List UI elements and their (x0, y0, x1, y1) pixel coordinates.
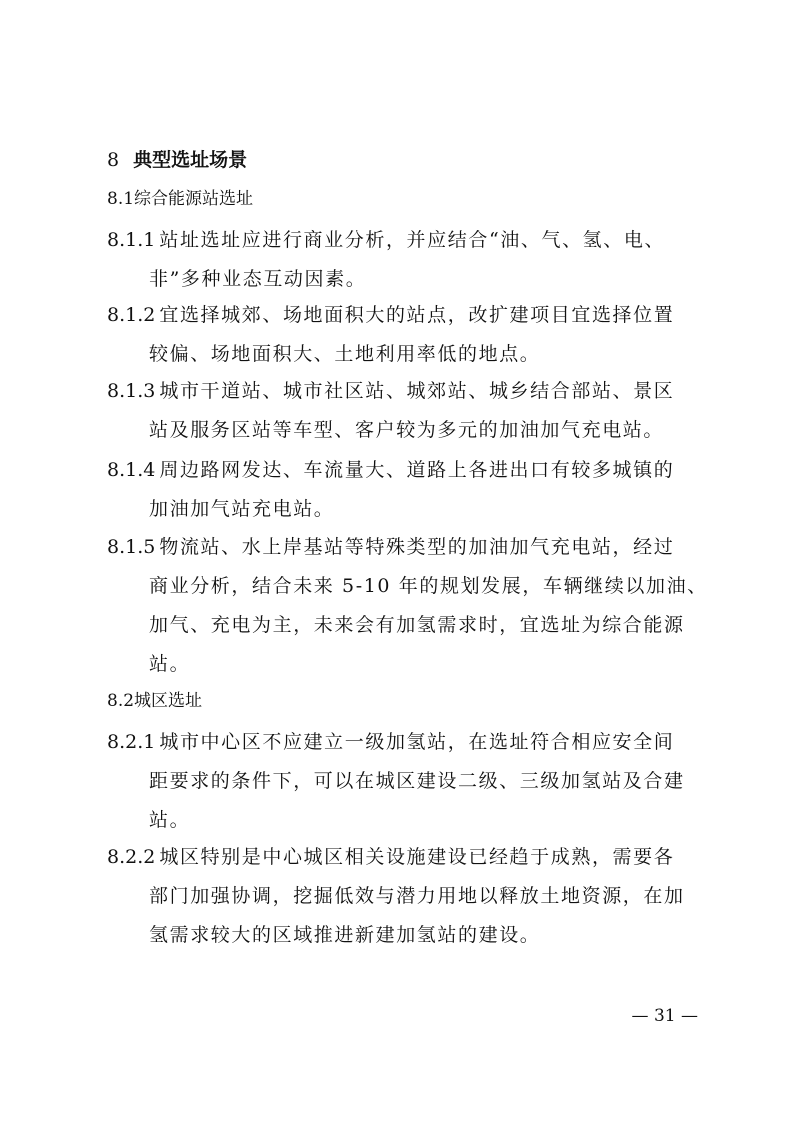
clause-8-1-2 (107, 296, 697, 374)
clause-line: 氢需求较大的区域推进新建加氢站的建设。 (149, 924, 541, 946)
clause-line: 8.1.2 宜选择城郊、场地面积大的站点，改扩建项目宜选择位置 (107, 304, 675, 326)
clause-line: 站。 (149, 809, 191, 831)
clause-8-1-5 (107, 528, 708, 684)
section-heading-8-2: 8.2城区选址 (107, 691, 203, 711)
clause-line: 8.1.4 周边路网发达、车流量大、道路上各进出口有较多城镇的 (107, 459, 675, 481)
clause-number: 8.1.2 (107, 304, 156, 326)
clause-line: 较偏、场地面积大、土地利用率低的地点。 (149, 343, 541, 365)
clause-8-1-3 (107, 372, 697, 450)
clause-number: 8.1.4 (107, 459, 156, 481)
clause-line: 8.2.1 城市中心区不应建立一级加氢站，在选址符合相应安全间 (107, 731, 675, 753)
section-heading-8-1: 8.1综合能源站选址 (107, 189, 254, 209)
clause-number: 8.2.2 (107, 846, 156, 868)
clause-line: 非”多种业态互动因素。 (149, 268, 367, 290)
clause-line: 商业分析，结合未来 5-10 年的规划发展，车辆继续以加油、 (149, 575, 708, 597)
clause-number: 8.1.1 (107, 229, 156, 251)
clause-line: 部门加强协调，挖掘低效与潜力用地以释放土地资源，在加 (149, 885, 685, 907)
chapter-title: 典型选址场景 (133, 149, 248, 171)
clause-number: 8.1.3 (107, 380, 156, 402)
clause-line: 8.1.5 物流站、水上岸基站等特殊类型的加油加气充电站，经过 (107, 536, 675, 558)
chapter-number: 8 (107, 149, 120, 171)
clause-line: 加气、充电为主，未来会有加氢需求时，宜选址为综合能源 (149, 614, 685, 636)
clause-line: 站。 (149, 653, 191, 675)
clause-line: 距要求的条件下，可以在城区建设二级、三级加氢站及合建 (149, 770, 685, 792)
page-number: — 31 — (631, 1006, 698, 1026)
clause-8-2-1 (107, 723, 697, 840)
clause-line: 加油加气站充电站。 (149, 498, 335, 520)
clause-line: 8.2.2 城区特别是中心城区相关设施建设已经趋于成熟，需要各 (107, 846, 675, 868)
clause-8-1-1 (107, 221, 697, 299)
clause-line: 8.1.3 城市干道站、城市社区站、城郊站、城乡结合部站、景区 (107, 380, 675, 402)
clause-8-1-4 (107, 451, 697, 529)
clause-number: 8.1.5 (107, 536, 156, 558)
clause-number: 8.2.1 (107, 731, 156, 753)
clause-line: 8.1.1 站址选址应进行商业分析，并应结合“油、气、氢、电、 (107, 229, 666, 251)
clause-8-2-2 (107, 838, 697, 955)
clause-line: 站及服务区站等车型、客户较为多元的加油加气充电站。 (149, 419, 665, 441)
chapter-heading (107, 146, 247, 174)
